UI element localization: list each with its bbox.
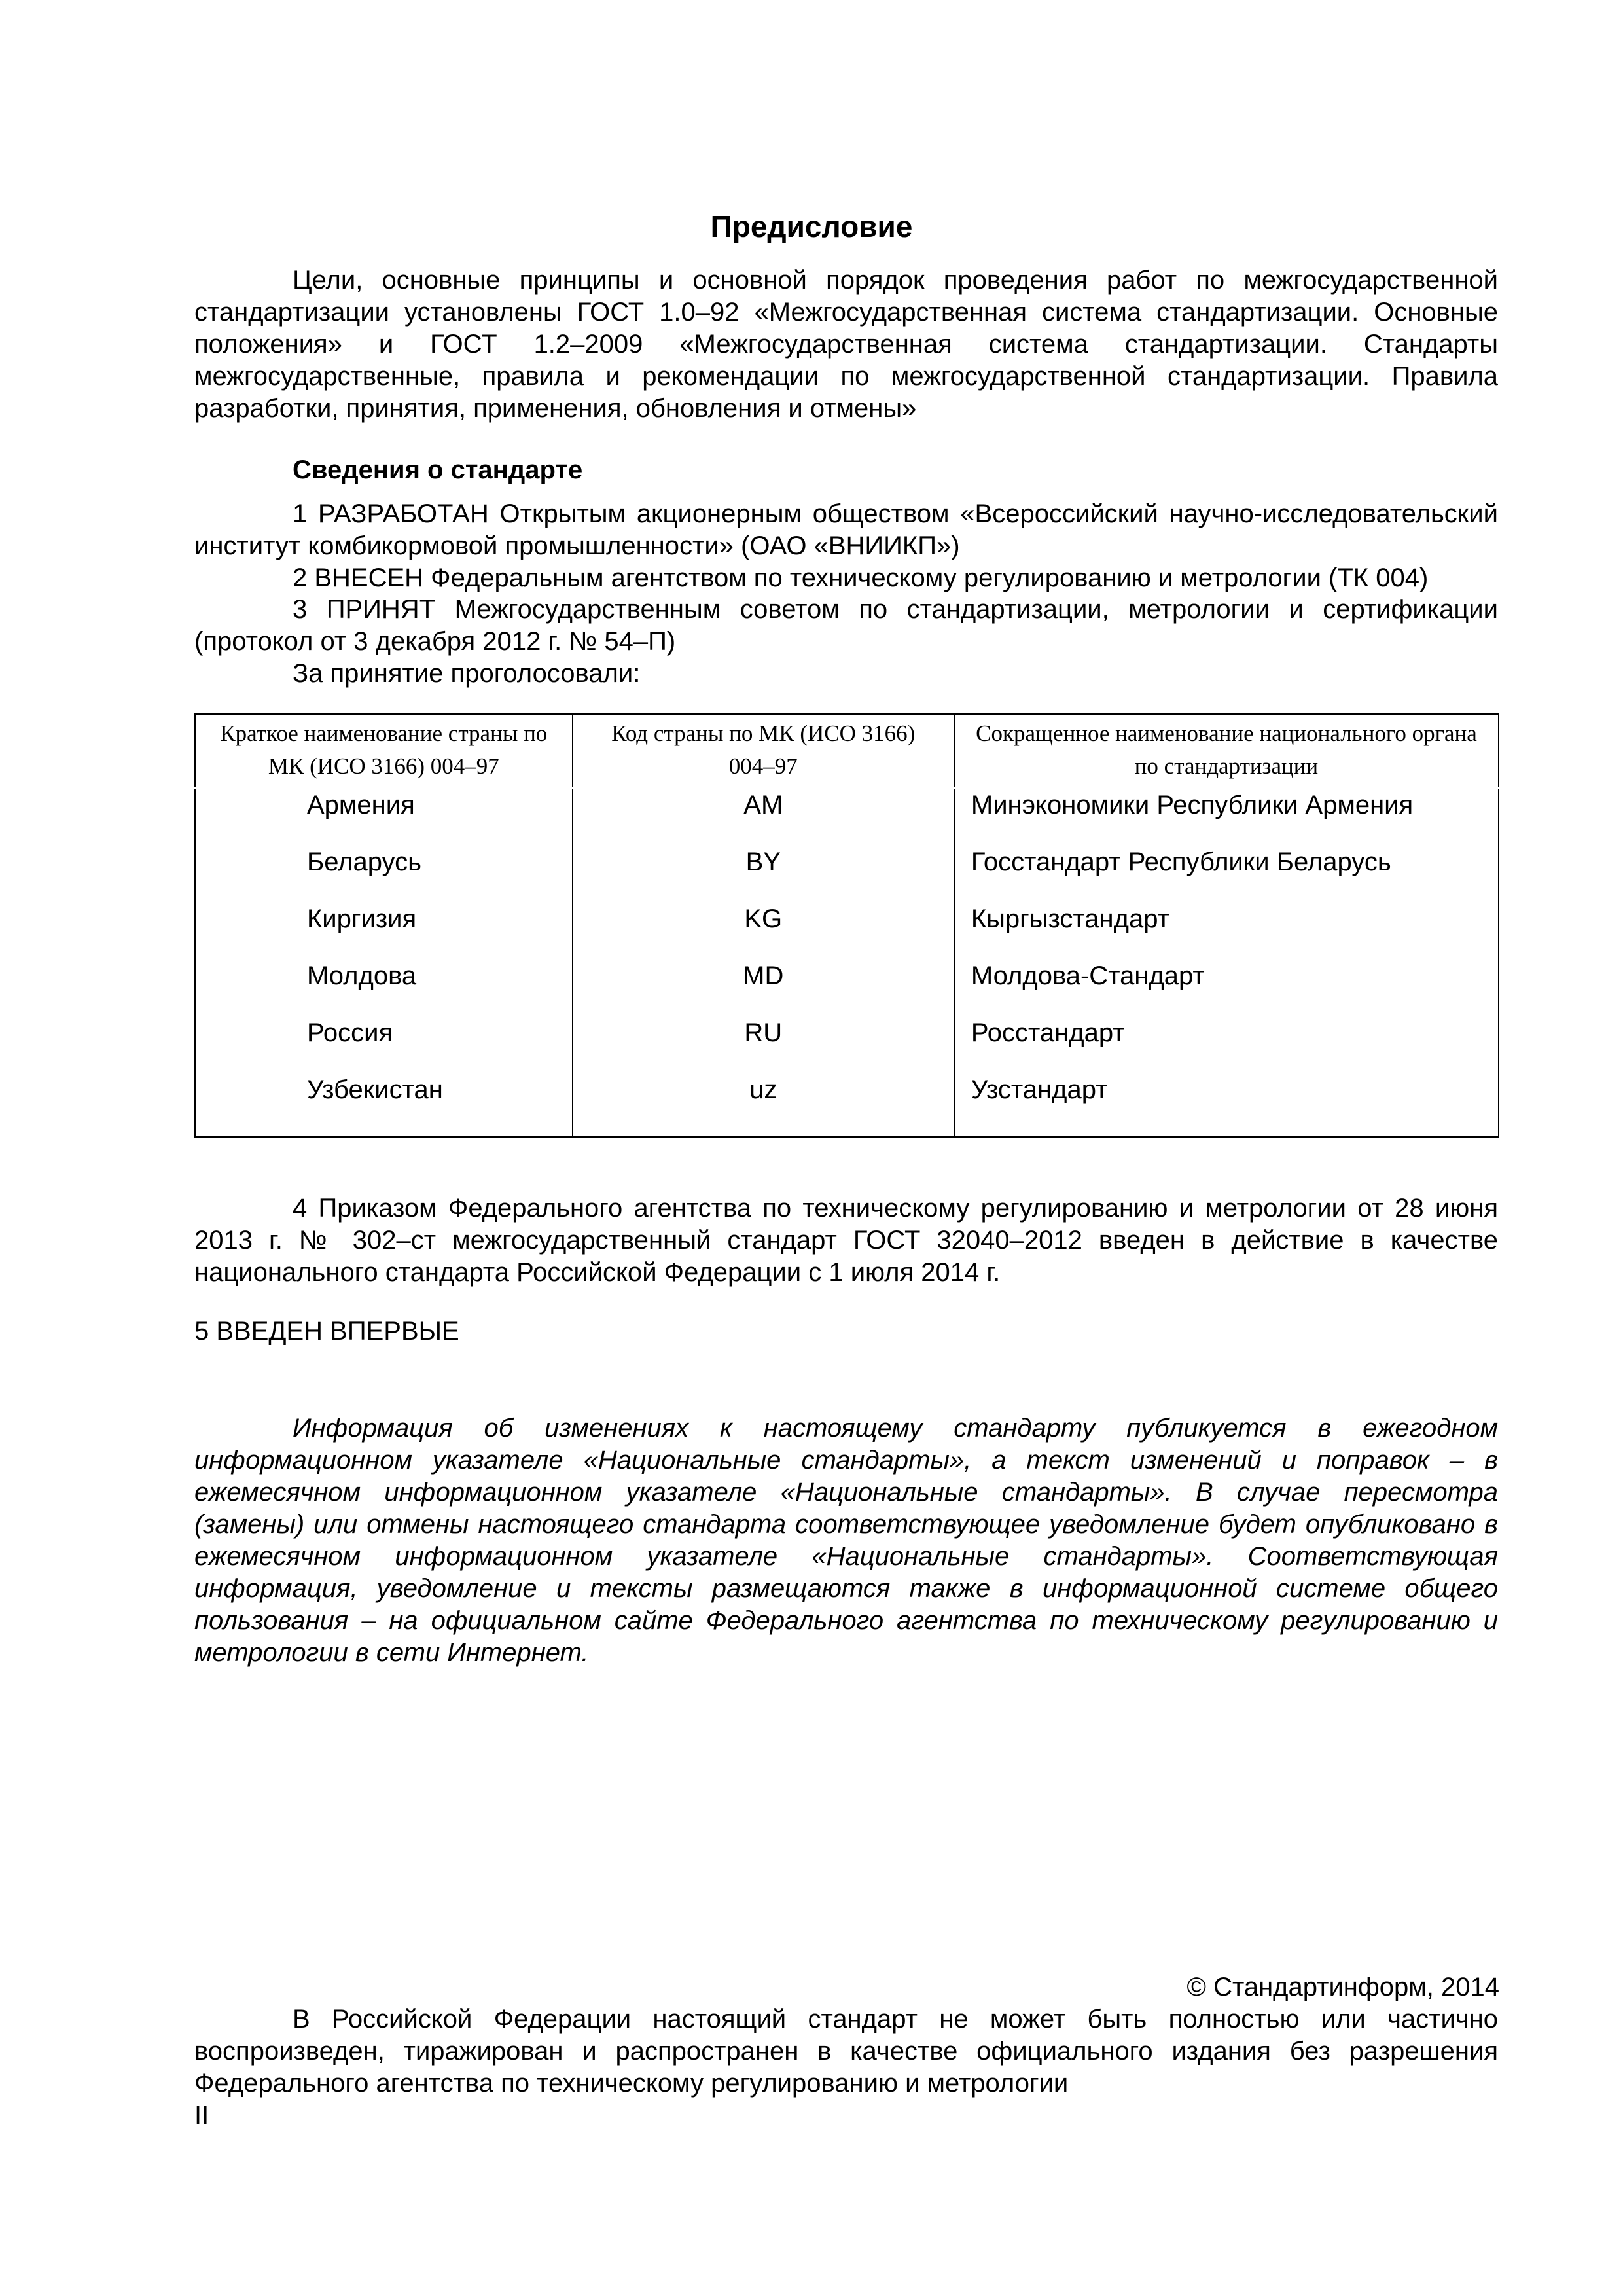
voted-label: За принятие проголосовали: <box>293 659 641 688</box>
header-country-name: Краткое наименование страны по МК (ИСО 3166) 004–97 <box>195 714 573 788</box>
header-country-code: Код страны по МК (ИСО 3166) 004–97 <box>573 714 954 788</box>
country-name: Молдова <box>195 960 573 1017</box>
reproduction-notice: В Российской Федерации настоящий стандарт не может быть полностью или частично воспроизведен, тиражирован и распространен в качестве официального издания без разрешения Федерального агентства по техническому регулированию и метрологии <box>194 2005 1498 2098</box>
country-code: uz <box>573 1074 954 1137</box>
table-row <box>195 960 1499 1017</box>
country-name: Узбекистан <box>195 1074 573 1137</box>
amendments-notice: Информация об изменениях к настоящему стандарту публикуется в ежегодном информационном указателе «Национальные стандарты», а текст изменений и поправок – в ежемесячном информационном указателе «Национальные стандарты». В случае пересмотра (замены) или отмены настоящего стандарта соответствующее уведомление будет опубликовано в ежемесячном информационном указателе «Национальные стандарты». Соответствующая информация, уведомление и тексты размещаются также в информационной системе общего пользования – на официальном сайте Федерального агентства по техническому регулированию и метрологии в сети Интернет. <box>194 1414 1498 1667</box>
country-code: AM <box>573 788 954 846</box>
country-code: RU <box>573 1017 954 1074</box>
table-row <box>195 788 1499 846</box>
table-row <box>195 903 1499 960</box>
info-item-submitted: 2 ВНЕСЕН Федеральным агентством по техническому регулированию и метрологии (ТК 004) <box>293 564 1429 592</box>
preface-title: Предисловие <box>710 209 913 243</box>
standards-body: Узстандарт <box>954 1074 1499 1137</box>
standards-body: Минэкономики Республики Армения <box>954 788 1499 846</box>
info-item-developed: 1 РАЗРАБОТАН Открытым акционерным обществом «Всероссийский научно-исследовательский институт комбикормовой промышленности» (ОАО «ВНИИКП») <box>194 499 1498 560</box>
page-number: II <box>194 2101 209 2130</box>
standards-body: Росстандарт <box>954 1017 1499 1074</box>
preface-intro: Цели, основные принципы и основной порядок проведения работ по межгосударственной стандартизации установлены ГОСТ 1.0–92 «Межгосударственная система стандартизации. Основные положения» и ГОСТ 1.2–2009 «Межгосударственная система стандартизации. Стандарты межгосударственные, правила и рекомендации по межгосударственной стандартизации. Правила разработки, принятия, применения, обновления и отмены» <box>194 266 1498 423</box>
country-code: MD <box>573 960 954 1017</box>
country-name: Россия <box>195 1017 573 1074</box>
standards-body: Кыргызстандарт <box>954 903 1499 960</box>
country-code: BY <box>573 846 954 903</box>
country-code: KG <box>573 903 954 960</box>
standards-body: Молдова-Стандарт <box>954 960 1499 1017</box>
standards-body: Госстандарт Республики Беларусь <box>954 846 1499 903</box>
table-header-row <box>195 714 1499 788</box>
standard-info-heading: Сведения о стандарте <box>293 456 583 484</box>
header-standards-body: Сокращенное наименование национального органа по стандартизации <box>954 714 1499 788</box>
info-item-adopted: 3 ПРИНЯТ Межгосударственным советом по стандартизации, метрологии и сертификации (протокол от 3 декабря 2012 г. № 54–П) <box>194 595 1498 656</box>
table-row <box>195 846 1499 903</box>
info-item-first-introduced: 5 ВВЕДЕН ВПЕРВЫЕ <box>194 1317 459 1346</box>
country-name: Армения <box>195 788 573 846</box>
country-name: Киргизия <box>195 903 573 960</box>
copyright-line: © Стандартинформ, 2014 <box>1186 1973 1499 2001</box>
table-row <box>195 1017 1499 1074</box>
table-row <box>195 1074 1499 1137</box>
country-name: Беларусь <box>195 846 573 903</box>
voting-countries-table <box>194 713 1499 1138</box>
info-item-enacted: 4 Приказом Федерального агентства по техническому регулированию и метрологии от 28 июня 2013 г. № 302–ст межгосударственный стандарт ГОСТ 32040–2012 введен в действие в качестве национального стандарта Российской Федерации с 1 июля 2014 г. <box>194 1194 1498 1287</box>
